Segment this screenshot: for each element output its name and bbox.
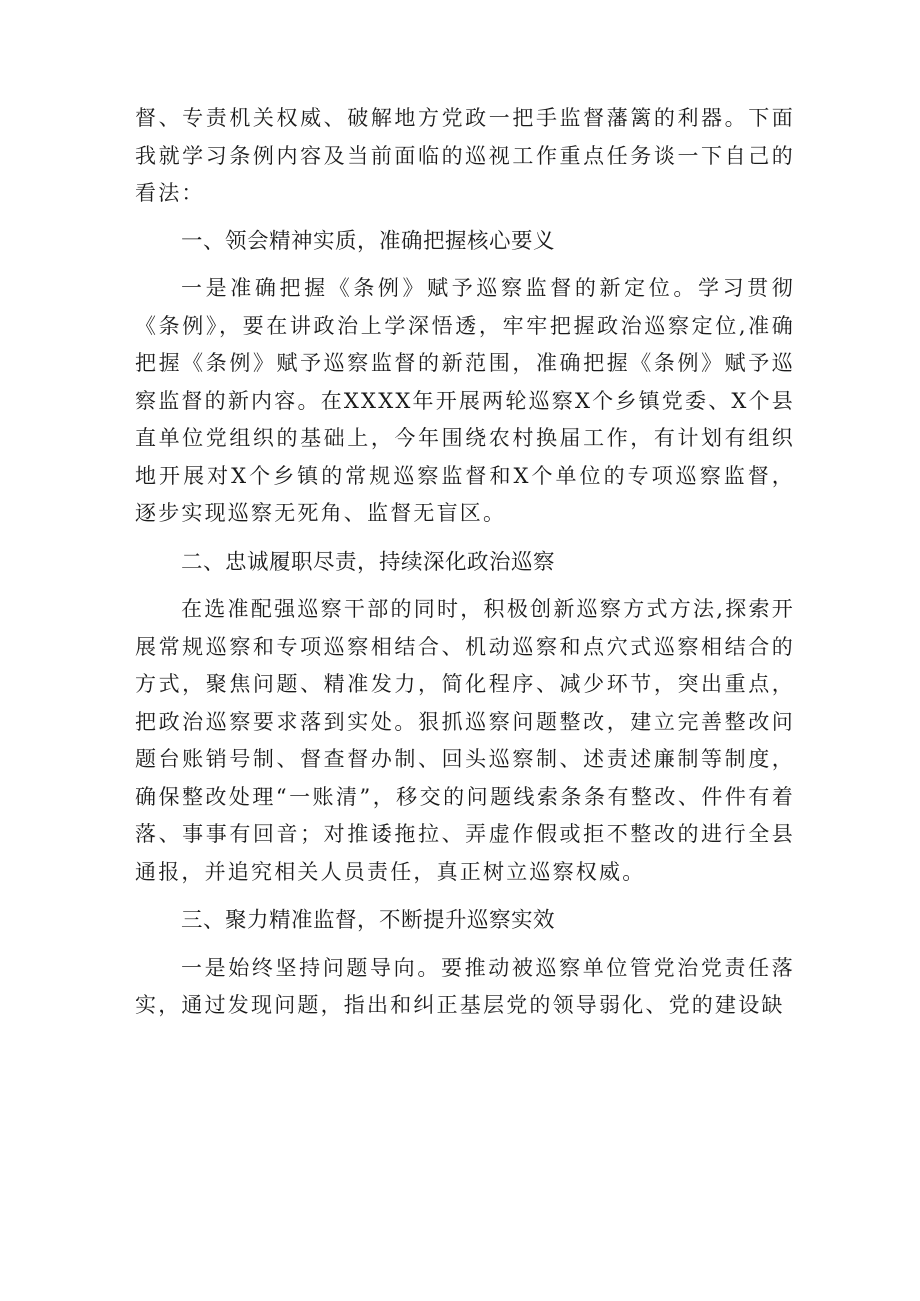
- section-3-paragraph: 一是始终坚持问题导向。要推动被巡察单位管党治党责任落实，通过发现问题，指出和纠正基层党的领导弱化、党的建设缺: [135, 955, 795, 1017]
- section-1-paragraph: 一是准确把握《条例》赋予巡察监督的新定位。学习贯彻《条例》，要在讲政治上学深悟透，牢牢把握政治巡察定位,准确把握《条例》赋予巡察监督的新范围，准确把握《条例》赋予巡察监督的新内容。在XXXX年开展两轮巡察X个乡镇党委、X个县直单位党组织的基础上，今年围绕农村换届工作，有计划有组织地开展对X个乡镇的常规巡察监督和X个单位的专项巡察监督，逐步实现巡察无死角、监督无盲区。: [135, 276, 795, 525]
- section-heading-1: 一、领会精神实质，准确把握核心要义: [181, 228, 556, 254]
- section-2-paragraph: 在选准配强巡察干部的同时，积极创新巡察方式方法,探索开展常规巡察和专项巡察相结合、机动巡察和点穴式巡察相结合的方式，聚焦问题、精准发力，简化程序、减少环节，突出重点，把政治巡察要求落到实处。狠抓巡察问题整改，建立完善整改问题台账销号制、督查督办制、回头巡察制、述责述廉制等制度，确保整改处理“一账清”，移交的问题线索条条有整改、件件有着落、事事有回音；对推诿拖拉、弄虚作假或拒不整改的进行全县通报，并追究相关人员责任，真正树立巡察权威。: [135, 597, 795, 884]
- section-heading-2: 二、忠诚履职尽责，持续深化政治巡察: [181, 549, 556, 575]
- section-heading-3: 三、聚力精准监督，不断提升巡察实效: [181, 908, 556, 933]
- document-page: [135, 100, 795, 1025]
- intro-paragraph: 督、专责机关权威、破解地方党政一把手监督藩篱的利器。下面我就学习条例内容及当前面临的巡视工作重点任务谈一下自己的看法：: [135, 106, 795, 205]
